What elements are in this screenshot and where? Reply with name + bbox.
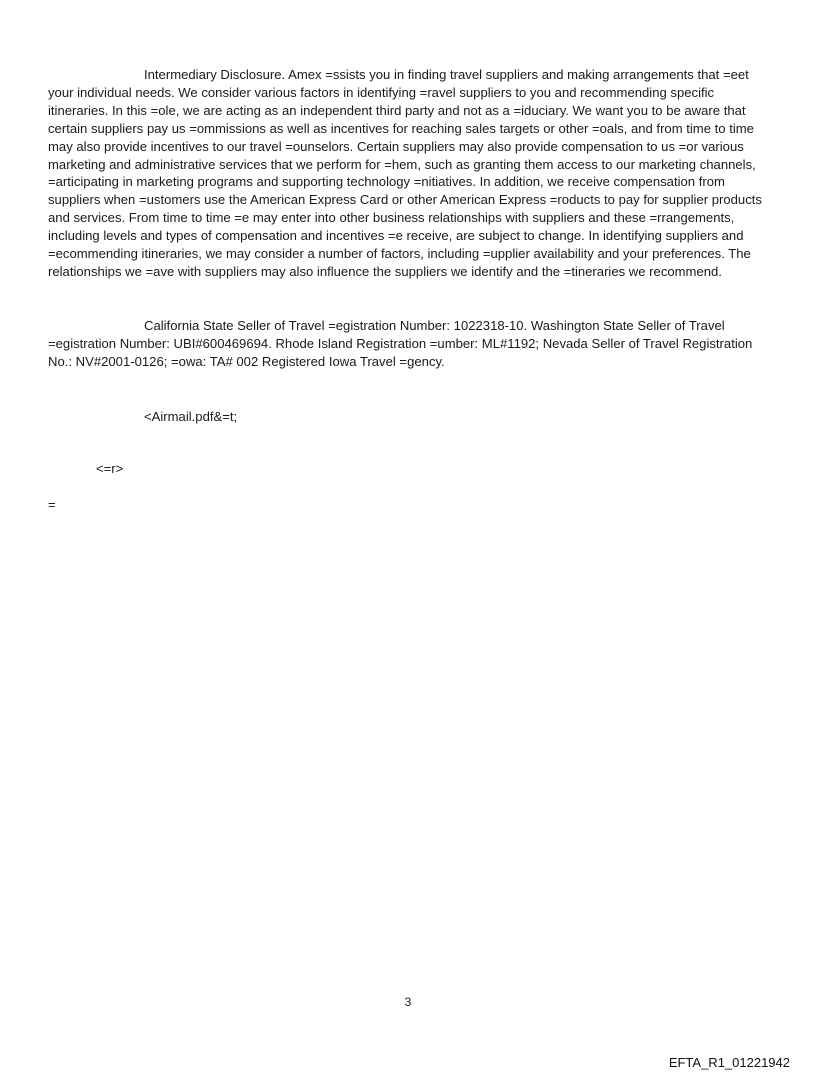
bates-number: EFTA_R1_01221942 (668, 1055, 790, 1070)
equals-artifact: = (48, 497, 56, 512)
attachment-reference: <Airmail.pdf&=t; (144, 409, 238, 424)
page-number: 3 (404, 995, 412, 1009)
line-break-artifact: <=r> (96, 461, 124, 476)
intermediary-disclosure-paragraph: Intermediary Disclosure. Amex =ssists you in finding travel suppliers and making arrangements that =eet your individual needs. We consider various factors in identifying =ravel suppliers to you and recommending specific itineraries. In this =ole, we are acting as an independent third party and not as a =iduciary. We want you to be aware that certain suppliers pay us =ommissions as well as incentives for reaching sales targets or other =oals, and from time to time may also provide incentives to our travel =ounselors. Certain suppliers may also provide compensation to us =or various marketing and administrative services that we perform for =hem, such as granting them access to our marketing channels, =articipating in marketing programs and supporting technology =nitiatives. In addition, we receive compensation from suppliers when =ustomers use the American Express Card or other American Express =roducts to pay for supplier products and services. From time to time =e may enter into other business relationships with suppliers and these =rrangements, including levels and types of compensation and incentives =e receive, are subject to change. In identifying suppliers and =ecommending itineraries, we may consider a number of factors, including =upplier availability and your preferences. The relationships we =ave with suppliers may also influence the suppliers we identify and the =tineraries we recommend. (48, 67, 762, 279)
seller-of-travel-registration-paragraph: California State Seller of Travel =egistration Number: 1022318-10. Washington State Seller of Travel =egistration Number: UBI#600469694. Rhode Island Registration =umber: ML#1192; Nevada Seller of Travel Registration No.: NV#2001-0126; =owa: TA# 002 Registered Iowa Travel =gency. (48, 318, 753, 369)
